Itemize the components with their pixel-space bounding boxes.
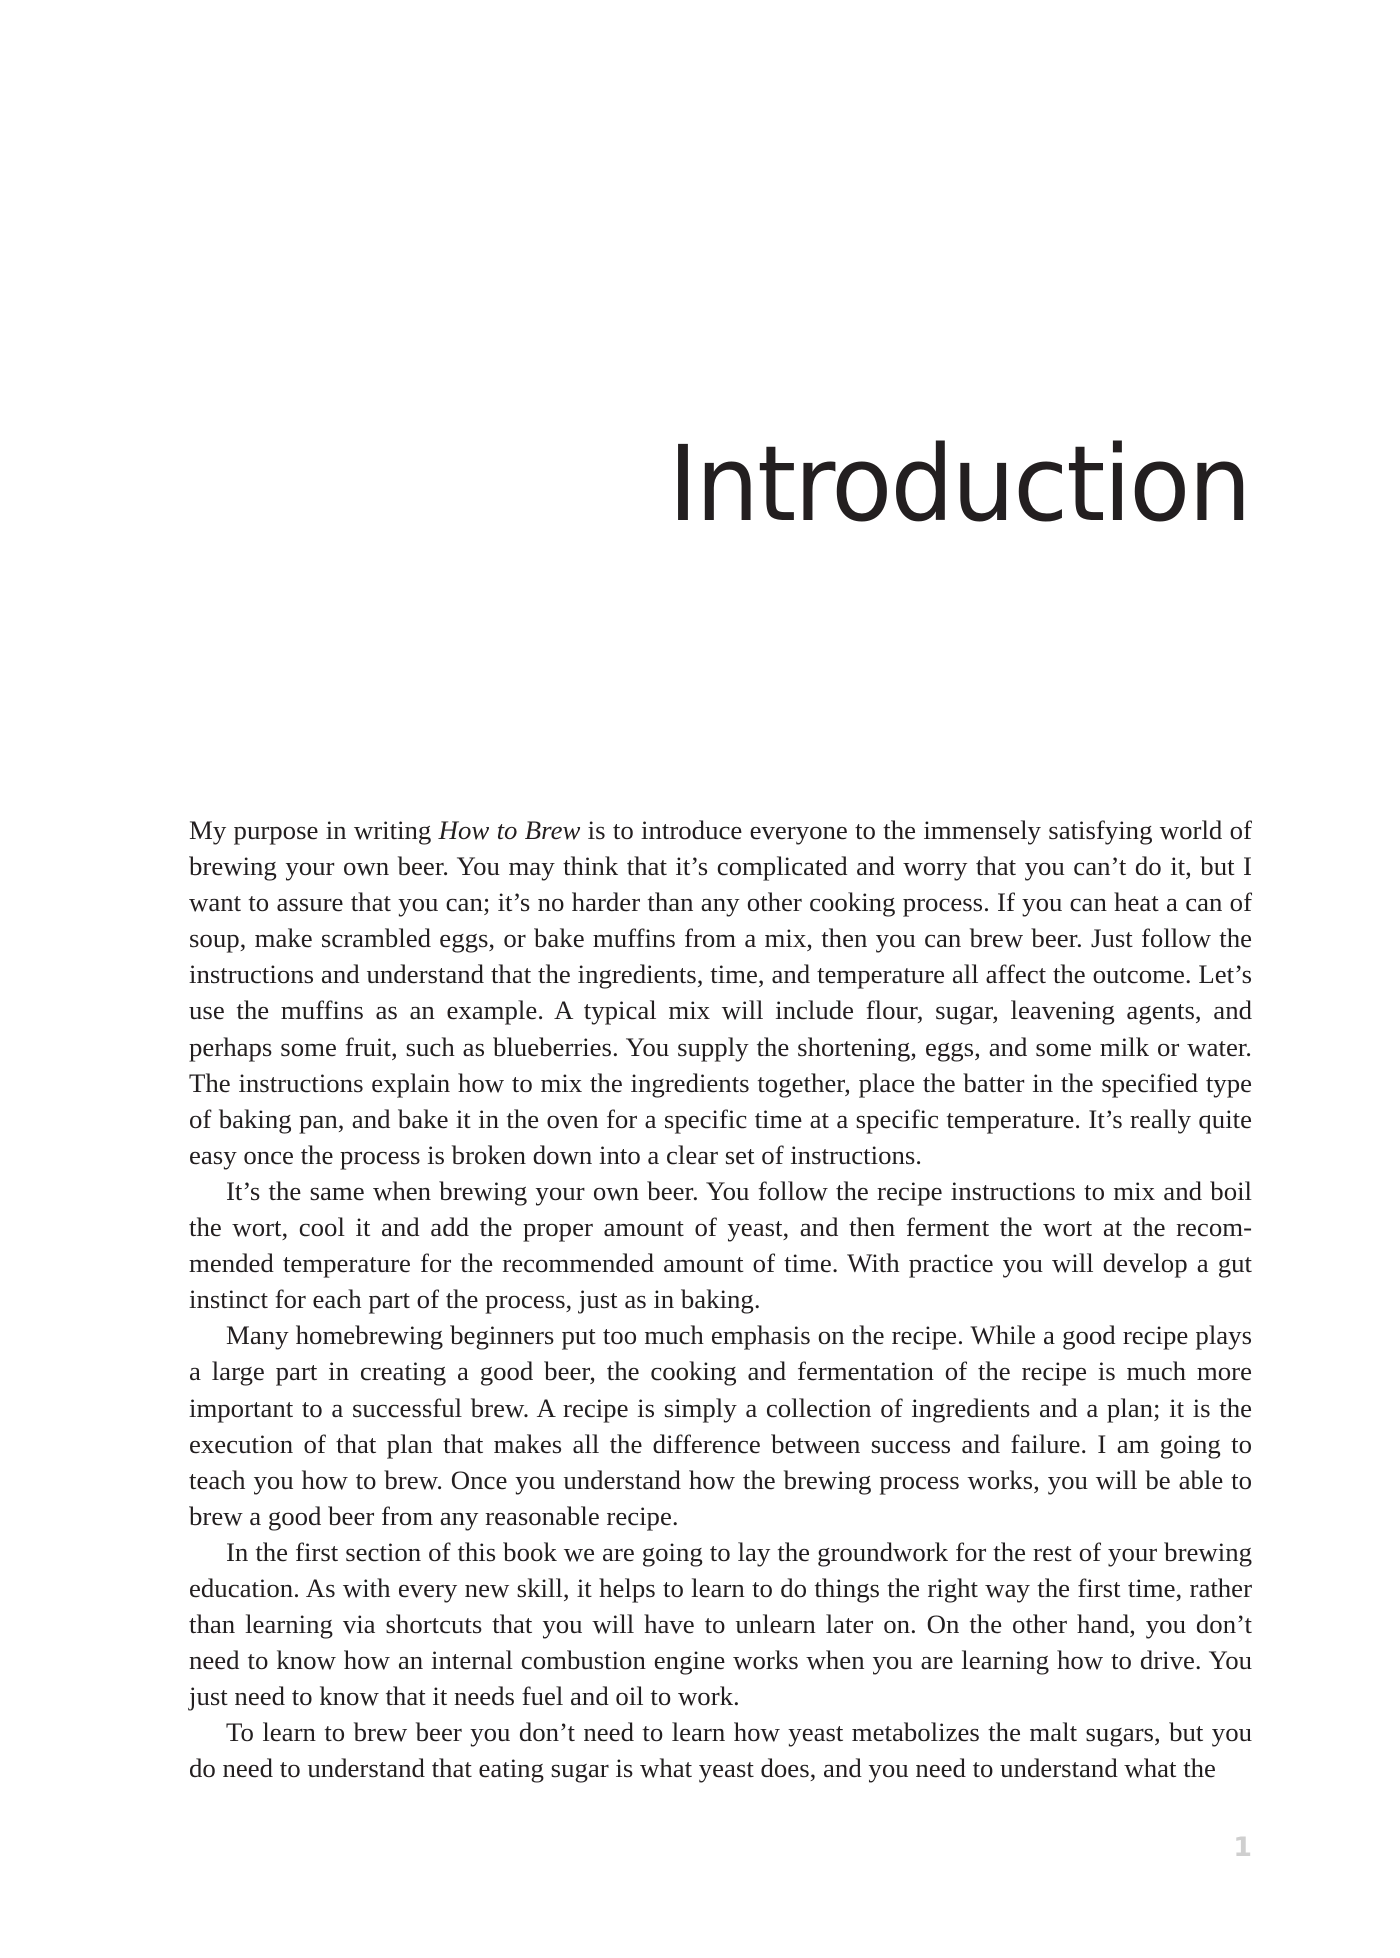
chapter-title: Introduction (668, 423, 1250, 545)
paragraph-5: To learn to brew beer you don’t need to learn how yeast metabolizes the malt sugars, but you do need to understand that eating sugar is what yeast does, and you need to understand what the (189, 1717, 1252, 1784)
chapter-body (189, 812, 1252, 1787)
paragraph-2: It’s the same when brewing your own beer. You follow the recipe instructions to mix and boil the wort, cool it and add the proper amount of yeast, and then ferment the wort at the recommended temperature for the recommended amount of time. With practice you will develop a gut instinct for each part of the process, just as in baking. (189, 1175, 1252, 1315)
paragraph-3: Many homebrewing beginners put too much emphasis on the recipe. While a good recipe plays a large part in creating a good beer, the cooking and fermentation of the recipe is much more important to a successful brew. A recipe is simply a collection of ingredients and a plan; it is the execution of that plan that makes all the difference between success and failure. I am going to teach you how to brew. Once you understand how the brewing process works, you will be able to brew a good beer from any reasonable recipe. (189, 1320, 1252, 1531)
paragraph-1 (189, 812, 1252, 1173)
paragraph-1-lead: My purpose in writing (189, 815, 439, 845)
paragraph-1-rest: is to introduce everyone to the immensely satisfying world of brewing your own beer. You may think that it’s complicated and worry that you can’t do it, but I want to assure that you can; it’s no harder than any other cooking process. If you can heat a can of soup, make scrambled eggs, or bake muffins from a mix, then you can brew beer. Just follow the instructions and understand that the ingredients, time, and temperature all affect the outcome. Let’s use the muffins as an example. A typical mix will include flour, sugar, leavening agents, and perhaps some fruit, such as blueberries. You supply the shortening, eggs, and some milk or water. The instructions explain how to mix the ingredients together, place the batter in the specified type of baking pan, and bake it in the oven for a specific time at a specific temperature. It’s really quite easy once the process is broken down into a clear set of instructions. (189, 815, 1252, 1170)
book-title-italic: How to Brew (438, 815, 581, 845)
page-number: 1 (1233, 1832, 1252, 1863)
paragraph-4: In the first section of this book we are going to lay the groundwork for the rest of your brewing education. As with every new skill, it helps to learn to do things the right way the first time, rather than learning via shortcuts that you will have to unlearn later on. On the other hand, you don’t need to know how an internal combustion engine works when you are learning how to drive. You just need to know that it needs fuel and oil to work. (189, 1536, 1252, 1712)
